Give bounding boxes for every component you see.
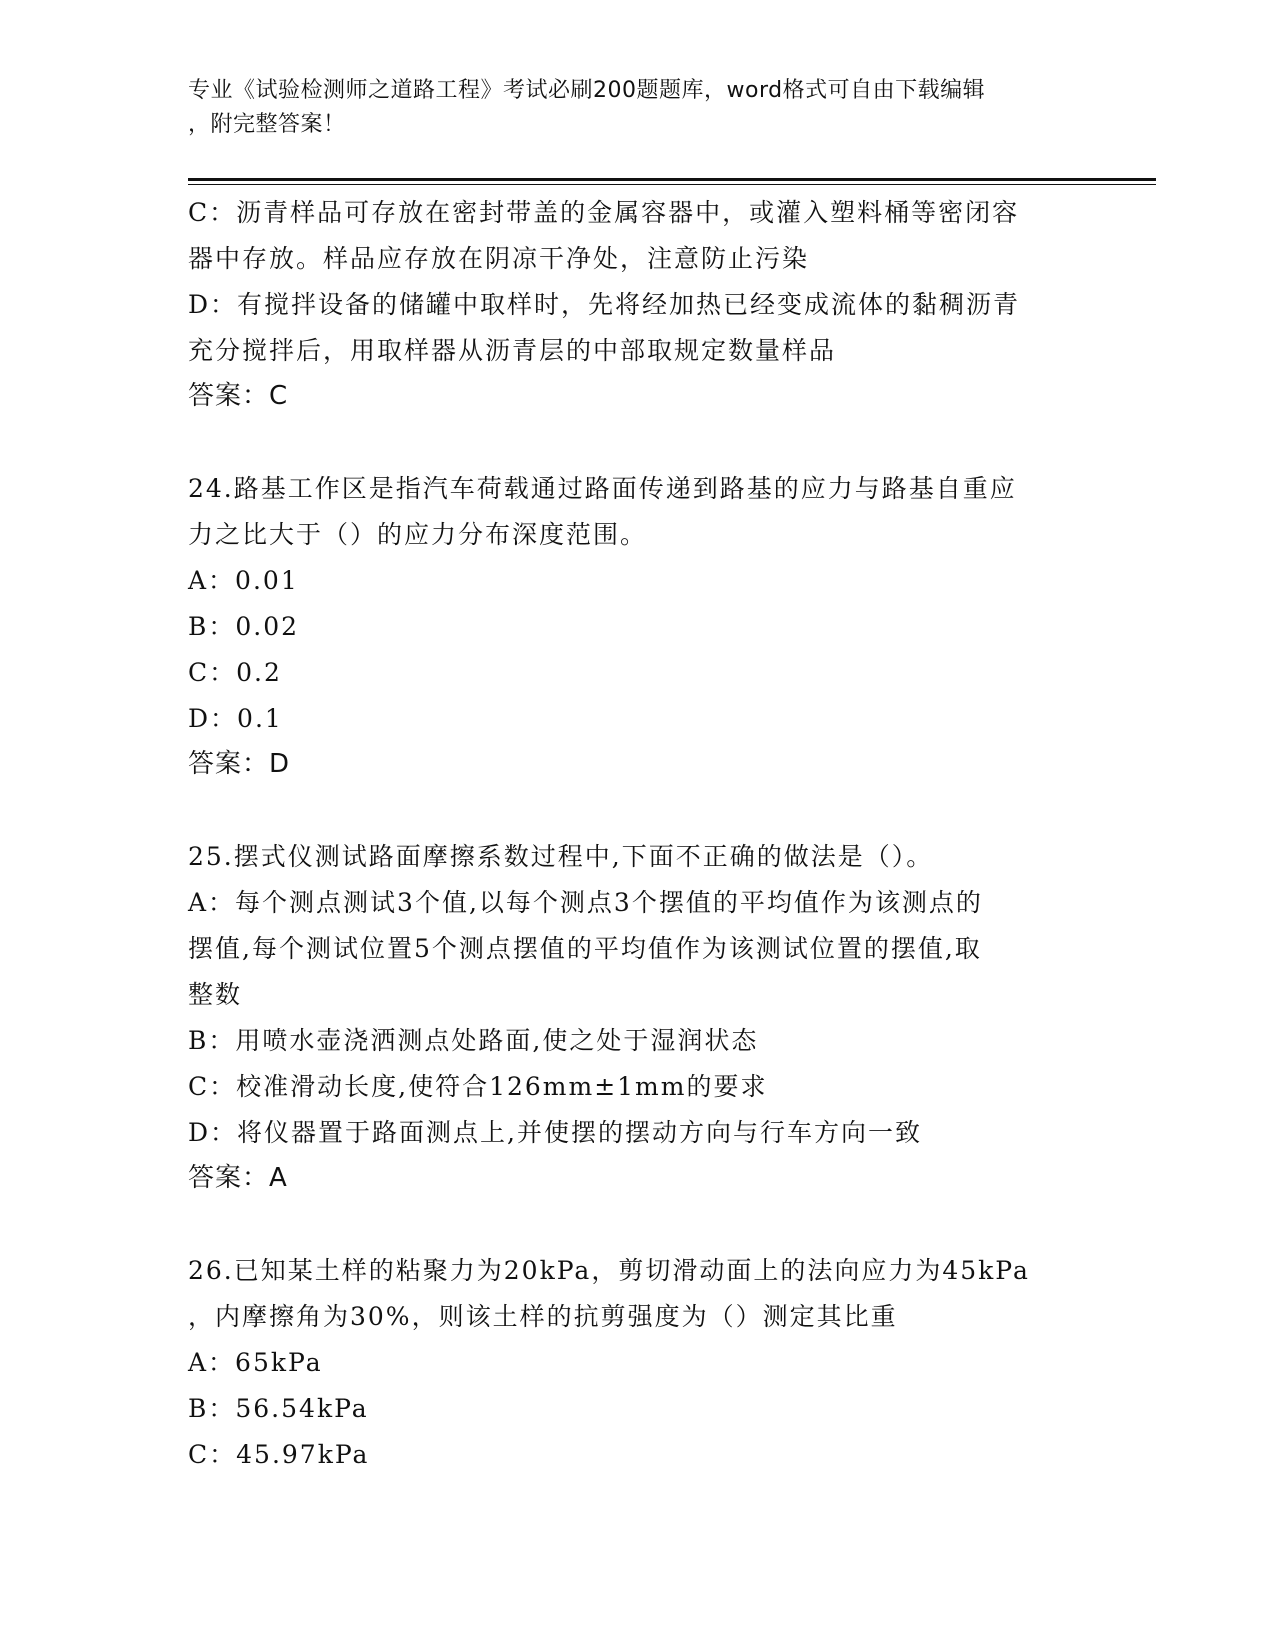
question-stem-line-2: 力之比大于（）的应力分布深度范围。 [188,520,648,549]
option-c: C：0.2 [188,658,282,687]
answer-label: 答案：A [188,1163,288,1193]
header-divider-thin [188,184,1156,185]
document-header [188,74,1078,142]
header-title-line-1: 专业《试验检测师之道路工程》考试必刷200题题库，word格式可自由下载编辑 [188,78,986,103]
option-a-line-1: A：每个测点测试3个值,以每个测点3个摆值的平均值作为该测点的 [188,888,983,917]
question-24 [188,466,1088,786]
previous-question-tail [188,190,1088,418]
spacer [188,1200,1088,1248]
option-d: D：0.1 [188,704,283,733]
header-divider-thick [188,178,1156,181]
option-d: D：将仪器置于路面测点上,并使摆的摆动方向与行车方向一致 [188,1118,922,1147]
question-stem: 25.摆式仪测试路面摩擦系数过程中,下面不正确的做法是（）。 [188,842,934,871]
spacer [188,418,1088,466]
option-b: B：0.02 [188,612,300,641]
option-a: A：0.01 [188,566,299,595]
answer-label: 答案：C [188,381,289,411]
option-a-line-3: 整数 [188,980,243,1009]
question-stem-line-2: ，内摩擦角为30%，则该土样的抗剪强度为（）测定其比重 [188,1302,898,1331]
question-26 [188,1248,1088,1478]
header-title-line-2: ，附完整答案！ [188,112,346,137]
option-a-line-2: 摆值,每个测试位置5个测点摆值的平均值作为该测试位置的摆值,取 [188,934,982,963]
spacer [188,786,1088,834]
option-b: B：用喷水壶浇洒测点处路面,使之处于湿润状态 [188,1026,759,1055]
question-25 [188,834,1088,1200]
option-a: A：65kPa [188,1348,323,1377]
option-c-line-1: C：沥青样品可存放在密封带盖的金属容器中，或灌入塑料桶等密闭容 [188,198,1020,227]
answer-label: 答案：D [188,749,291,779]
question-content [188,190,1088,1478]
option-c: C：校准滑动长度,使符合126mm±1mm的要求 [188,1072,768,1101]
option-c: C：45.97kPa [188,1440,370,1469]
question-stem-line-1: 26.已知某土样的粘聚力为20kPa，剪切滑动面上的法向应力为45kPa [188,1256,1030,1285]
option-d-line-1: D：有搅拌设备的储罐中取样时，先将经加热已经变成流体的黏稠沥青 [188,290,1021,319]
option-c-line-2: 器中存放。样品应存放在阴凉干净处，注意防止污染 [188,244,810,273]
question-stem-line-1: 24.路基工作区是指汽车荷载通过路面传递到路基的应力与路基自重应 [188,474,1017,503]
option-b: B：56.54kPa [188,1394,369,1423]
option-d-line-2: 充分搅拌后，用取样器从沥青层的中部取规定数量样品 [188,336,837,365]
